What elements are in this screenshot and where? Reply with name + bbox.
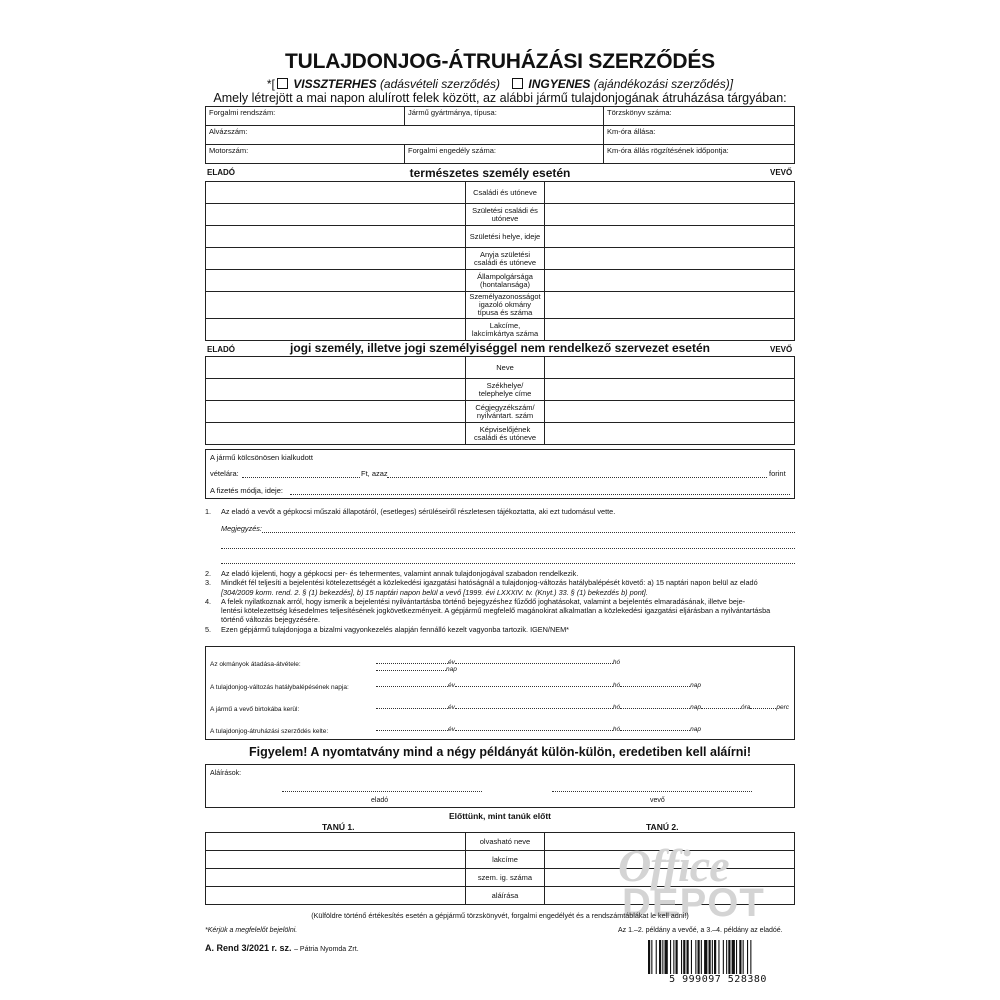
year-label: év (448, 682, 455, 689)
barcode-bar (732, 940, 735, 974)
date-row-label: A tulajdonjog-változás hatálybalépésének napja: (210, 684, 349, 691)
clause-3-text: Mindkét fél teljesíti a bejelentési kötelezettségét a közlekedési igazgatási hatóságnál a tulajdonjog-változás hatálybalépését követő: a) 15 naptári napon belül az eladó (221, 578, 758, 588)
natural-person-table (205, 181, 795, 341)
seller-cell[interactable] (206, 379, 466, 401)
buyer-label: VEVŐ (770, 168, 793, 177)
barcode-bar (736, 940, 737, 974)
buyer-cell[interactable] (545, 204, 795, 226)
barcode-bar (662, 940, 663, 974)
barcode-bar (656, 940, 657, 974)
date-row-label: Az okmányok átadása-átvétele: (210, 661, 301, 668)
seller-cell[interactable] (206, 357, 466, 379)
checkbox-ingyenes[interactable] (512, 78, 523, 89)
witness-1-cell[interactable] (206, 887, 466, 905)
buyer-signature-field[interactable] (552, 791, 752, 792)
seller-cell[interactable] (206, 226, 466, 248)
copies-note: Az 1.–2. példány a vevőé, a 3.–4. példány az eladóé. (618, 927, 783, 934)
price-line-1: A jármű kölcsönösen kialkudott (210, 453, 313, 462)
prefix: *[ (266, 77, 275, 91)
clauses-2-5: 2. Az eladó kijelenti, hogy a gépkocsi per- és tehermentes, valamint annak tulajdonjogával szabadon rendelkezik. 3. Mindkét fél teljesíti a bejelentési kötelezettségét a közlekedési igazgatási hatóságnál a tulajdonjog-változás hatálybalépését követő: a) 15 naptári napon belül az eladó [304/2009 korm. rend. 2. § (1) bekezdés], b) 15 naptári napon belül a vevő [1999. évi LXXXIV. tv. (Knyt.) 33. § (1) bekezdés b) pont]. 4. A felek nyilatkoznak arról, hogy ismerik a bejelentési nyilvántartásba történő bejegyzéshez fűződő joghatásokat, valamint a bejelentés elmaradásának, illetve beje- lentési kötelezettség késedelmes teljesítésének jogkövetkezményeit. A gépjármű megfelelő magánokirat alkalmatlan a közlekedési igazgatási eljárásban a nyilvántartásba történő változás bejegyzésére. 5. Ezen gépjármű tulajdonjoga a bizalmi vagyonkezelés alapján fennálló kezelt vagyonba tartozik. IGEN/NEM* (205, 569, 795, 634)
date-row-fields[interactable] (376, 682, 716, 689)
option-visszterhes-note: (adásvételi szerződés) (379, 77, 500, 91)
buyer-cell[interactable] (545, 423, 795, 445)
row-label: Állampolgársága (hontalansága) (466, 270, 545, 292)
barcode-bar (726, 940, 727, 974)
price-forint: forint (769, 469, 786, 478)
row-label: olvasható neve (466, 833, 545, 851)
vehicle-table (205, 106, 795, 164)
signatures-label: Aláírások: (210, 770, 242, 777)
month-label: hó (612, 682, 621, 689)
row-label: Lakcíme, lakcímkártya száma (466, 319, 545, 341)
buyer-cell[interactable] (545, 292, 795, 319)
minute-label: perc (776, 704, 790, 711)
clause-1-text: Az eladó a vevőt a gépkocsi műszaki állapotáról, (esetleges) sérüléseiről részletesen tájékoztatta, aki ezt tudomásul vette. (221, 507, 616, 516)
day-label: nap (690, 682, 701, 689)
buyer-cell[interactable] (545, 248, 795, 270)
barcode-bar (718, 940, 719, 974)
barcode-bar (701, 940, 702, 974)
order-code: A. Rend 3/2021 r. sz. (205, 943, 292, 953)
barcode-bar (728, 940, 730, 974)
row-label: Anyja születési családi és utóneve (466, 248, 545, 270)
barcode-bars (640, 940, 796, 976)
barcode-bar (651, 940, 652, 974)
vehicle-field[interactable]: Alvázszám: (206, 126, 604, 145)
checkbox-visszterhes[interactable] (277, 78, 288, 89)
barcode-bar (750, 940, 751, 974)
buyer-cell[interactable] (545, 357, 795, 379)
note-line-2[interactable] (221, 548, 795, 549)
seller-label: ELADÓ (207, 168, 235, 177)
barcode-bar (712, 940, 713, 974)
clause-2-text: Az eladó kijelenti, hogy a gépkocsi per- és tehermentes, valamint annak tulajdonjogával szabadon rendelkezik. (221, 569, 579, 578)
seller-cell[interactable] (206, 270, 466, 292)
contract-type-line (0, 77, 1000, 91)
vehicle-field[interactable]: Km-óra állás rögzítésének időpontja: (604, 145, 795, 164)
clause-4-text-cont: lentési kötelezettség késedelmes teljesítésének jogkövetkezményeit. A gépjármű megfelelő magánokirat alkalmatlan a közlekedési igazgatási eljárásban a nyilvántartásba (221, 606, 771, 616)
buyer-signature-label: vevő (650, 797, 665, 804)
legal-person-title: jogi személy, illetve jogi személyiséggel nem rendelkező szervezet esetén (290, 341, 710, 355)
witness-1-cell[interactable] (206, 869, 466, 887)
barcode-bar (665, 940, 668, 974)
witness-2-label: TANÚ 2. (646, 822, 679, 832)
dates-box (205, 646, 795, 740)
barcode-bar (673, 940, 674, 974)
date-row-label: A jármű a vevő birtokába kerül: (210, 706, 300, 713)
row-label: Személyazonosságot igazoló okmány típusa és száma (466, 292, 545, 319)
barcode-bar (704, 940, 707, 974)
barcode-number: 5 999097 528380 (640, 974, 796, 985)
vehicle-field[interactable]: Törzskönyv száma: (604, 107, 795, 126)
price-amount-field[interactable] (242, 477, 360, 478)
row-label: Képviselőjének családi és utóneve (466, 423, 545, 445)
buyer-cell[interactable] (545, 379, 795, 401)
date-row-label: A tulajdonjog-átruházási szerződés kelte: (210, 728, 329, 735)
year-label: év (448, 726, 455, 733)
note-line-1[interactable] (262, 532, 795, 533)
legal-person-table (205, 356, 795, 445)
seller-cell[interactable] (206, 248, 466, 270)
price-label: vételára: (210, 469, 239, 478)
order-number (205, 943, 359, 953)
seller-signature-field[interactable] (282, 791, 482, 792)
signature-box (205, 764, 795, 808)
buyer-cell[interactable] (545, 319, 795, 341)
witness-1-label: TANÚ 1. (322, 822, 355, 832)
document-title: TULAJDONJOG-ÁTRUHÁZÁSI SZERZŐDÉS (285, 50, 715, 73)
barcode-bar (683, 940, 685, 974)
office-depot-logo (618, 840, 798, 925)
clause-4-text: A felek nyilatkoznak arról, hogy ismerik a bejelentési nyilvántartásba történő bejegyzéshez fűződő joghatásokat, valamint a bejelentés elmaradásának, illetve beje- (221, 596, 746, 606)
barcode-bar (670, 940, 671, 974)
date-row-fields[interactable] (376, 704, 796, 711)
barcode-bar (723, 940, 724, 974)
clause-3-text-cont: [304/2009 korm. rend. 2. § (1) bekezdés], b) 15 naptári napon belül a vevő [1999. évi LXXXIV. tv. (Knyt.) 33. § (1) bekezdés b) pont]. (221, 587, 648, 597)
barcode-bar (648, 940, 650, 974)
checkbox-note: *Kérjük a megfelelőt bejelölni. (205, 927, 298, 934)
date-row-fields[interactable] (376, 726, 716, 733)
row-label: Családi és utóneve (466, 182, 545, 204)
barcode-bar (691, 940, 692, 974)
day-label: nap (446, 666, 457, 673)
witness-title: Előttünk, mint tanúk előtt (449, 811, 551, 821)
barcode-bar (695, 940, 696, 974)
vehicle-field[interactable]: Forgalmi engedély száma: (405, 145, 604, 164)
row-label: szem. ig. száma (466, 869, 545, 887)
seller-label: ELADÓ (207, 345, 235, 354)
buyer-cell[interactable] (545, 270, 795, 292)
clause-5-text: Ezen gépjármű tulajdonjoga a bizalmi vagyonkezelés alapján fennálló kezelt vagyonba tartozik. IGEN/NEM* (221, 624, 570, 634)
price-ft: Ft, azaz (361, 469, 388, 478)
payment-field[interactable] (290, 494, 790, 495)
month-label: hó (612, 726, 621, 733)
price-words-field[interactable] (387, 477, 767, 478)
barcode (640, 940, 796, 985)
barcode-bar (698, 940, 700, 974)
intro-text: Amely létrejött a mai napon alulírott felek között, az alábbi jármű tulajdonjogának átruházása tárgyában: (213, 91, 787, 105)
clause-4-text-end: történő változás bejegyzésére. (221, 615, 320, 625)
vehicle-field[interactable]: Km-óra állása: (604, 126, 795, 145)
barcode-bar (714, 940, 716, 974)
barcode-bar (709, 940, 711, 974)
vehicle-field[interactable]: Jármű gyártmánya, típusa: (405, 107, 604, 126)
barcode-bar (659, 940, 661, 974)
buyer-cell[interactable] (545, 401, 795, 423)
row-label: aláírása (466, 887, 545, 905)
row-label: Születési helye, ideje (466, 226, 545, 248)
seller-cell[interactable] (206, 319, 466, 341)
buyer-cell[interactable] (545, 182, 795, 204)
logo-office: Office (618, 840, 729, 891)
year-label: év (448, 659, 455, 666)
year-label: év (448, 704, 455, 711)
buyer-label: VEVŐ (770, 345, 793, 354)
seller-cell[interactable] (206, 204, 466, 226)
row-label: Neve (466, 357, 545, 379)
seller-signature-label: eladó (371, 797, 389, 804)
vehicle-field[interactable]: Motorszám: (206, 145, 405, 164)
price-box (205, 449, 795, 499)
barcode-bar (739, 940, 741, 974)
payment-label: A fizetés módja, ideje: (210, 486, 283, 495)
day-label: nap (690, 726, 701, 733)
month-label: hó (612, 659, 621, 666)
logo-depot: DEPOT (622, 881, 765, 925)
foreign-sale-note: (Külföldre történő értékesítés esetén a gépjármű törzskönyvét, forgalmi engedélyét és a rendszámtáblákat le kell adni!) (311, 911, 689, 920)
vehicle-field[interactable]: Forgalmi rendszám: (206, 107, 405, 126)
signature-warning: Figyelem! A nyomtatvány mind a négy példányát külön-külön, eredetiben kell aláírni! (249, 745, 751, 759)
seller-cell[interactable] (206, 423, 466, 445)
row-label: lakcíme (466, 851, 545, 869)
option-visszterhes: VISSZTERHES (293, 77, 377, 91)
natural-person-title: természetes személy esetén (409, 166, 571, 180)
option-ingyenes: INGYENES (528, 77, 591, 91)
buyer-cell[interactable] (545, 226, 795, 248)
note-label: Megjegyzés: (221, 524, 262, 533)
publisher: – Pátria Nyomda Zrt. (294, 946, 359, 953)
note-line-3[interactable] (221, 563, 795, 564)
witness-1-cell[interactable] (206, 833, 466, 851)
barcode-bar (681, 940, 682, 974)
clause-1: 1. Az eladó a vevőt a gépkocsi műszaki állapotáról, (esetleges) sérüléseiről részletesen tájékoztatta, aki ezt tudomásul vette. (205, 507, 616, 516)
option-ingyenes-note: (ajándékozási szerződés)] (593, 77, 734, 91)
row-label: Cégjegyzékszám/ nyilvántart. szám (466, 401, 545, 423)
month-label: hó (612, 704, 621, 711)
row-label: Székhelye/ telephelye címe (466, 379, 545, 401)
day-label: nap (690, 704, 701, 711)
seller-cell[interactable] (206, 292, 466, 319)
hour-label: óra (740, 704, 751, 711)
barcode-bar (687, 940, 689, 974)
row-label: Születési családi és utóneve (466, 204, 545, 226)
seller-cell[interactable] (206, 182, 466, 204)
witness-1-cell[interactable] (206, 851, 466, 869)
date-row-fields[interactable] (376, 659, 676, 673)
barcode-bar (743, 940, 744, 974)
seller-cell[interactable] (206, 401, 466, 423)
barcode-bar (747, 940, 748, 974)
barcode-bar (676, 940, 678, 974)
